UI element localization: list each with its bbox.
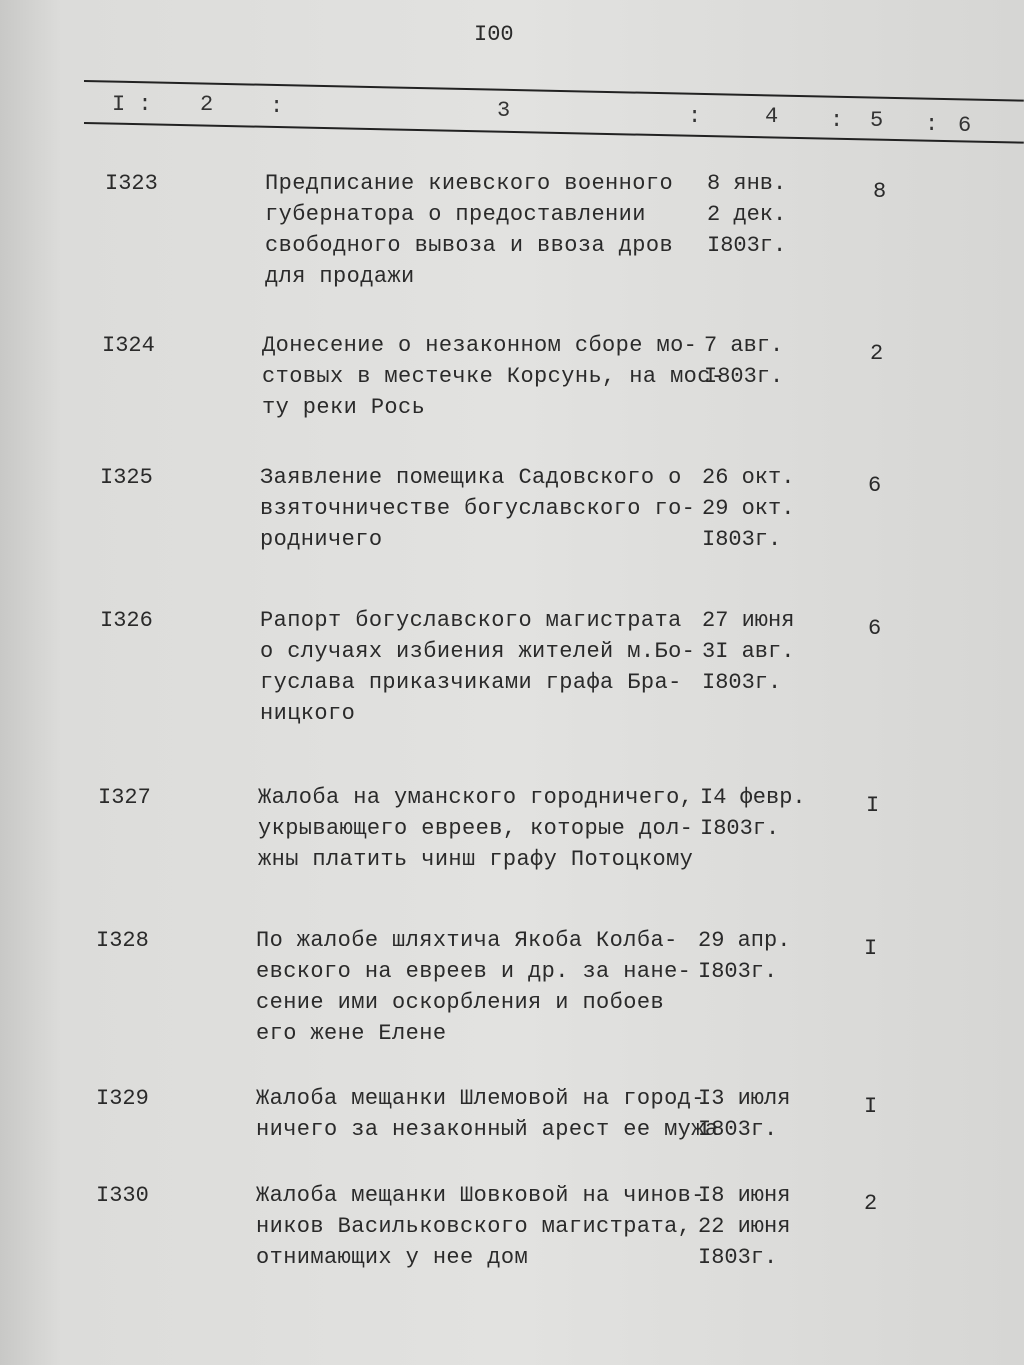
date-line: I3 июля: [698, 1086, 791, 1111]
case-number: I324: [102, 333, 155, 358]
date-line: 7 авг.: [704, 333, 784, 358]
description-line: свободного вывоза и ввоза дров: [265, 233, 674, 258]
description-line: гуслава приказчиками графа Бра-: [260, 670, 682, 695]
date-line: 29 апр.: [698, 928, 791, 953]
date-line: 2 дек.: [707, 202, 787, 227]
col-sep: :: [688, 104, 702, 129]
date-line: 8 янв.: [707, 171, 787, 196]
description-line: губернатора о предоставлении: [265, 202, 646, 227]
description-line: Рапорт богуславского магистрата: [260, 608, 682, 633]
description-line: укрывающего евреев, которые дол-: [258, 816, 694, 841]
date-line: I803г.: [698, 1245, 778, 1270]
date-line: I803г.: [700, 816, 780, 841]
sheet-count: 2: [870, 341, 884, 366]
case-number: I327: [98, 785, 151, 810]
date-line: I803г.: [698, 959, 778, 984]
table-top-rule: [84, 80, 1024, 102]
sheet-count: I: [864, 936, 878, 961]
case-number: I329: [96, 1086, 149, 1111]
description-line: Жалоба мещанки Шовковой на чинов-: [256, 1183, 705, 1208]
description-line: Заявление помещика Садовского о: [260, 465, 682, 490]
date-line: I803г.: [707, 233, 787, 258]
col-header-1: I :: [112, 92, 152, 117]
sheet-count: 2: [864, 1191, 878, 1216]
description-line: ту реки Рось: [262, 395, 426, 420]
description-line: жны платить чинш графу Потоцкому: [258, 847, 694, 872]
description-line: для продажи: [265, 264, 415, 289]
case-description: [256, 1083, 718, 1145]
description-line: ничего за незаконный арест ее мужа: [256, 1117, 719, 1142]
description-line: ников Васильковского магистрата,: [256, 1214, 692, 1239]
description-line: евского на евреев и др. за нане-: [256, 959, 692, 984]
description-line: взяточничестве богуславского го-: [260, 496, 696, 521]
description-line: его жене Елене: [256, 1021, 447, 1046]
sheet-count: 8: [873, 179, 887, 204]
case-description: [265, 168, 673, 292]
case-dates: [702, 605, 794, 698]
description-line: отнимающих у нее дом: [256, 1245, 529, 1270]
case-description: [262, 330, 724, 423]
case-dates: [702, 462, 794, 555]
date-line: 26 окт.: [702, 465, 795, 490]
page-number: I00: [474, 22, 514, 47]
case-number: I323: [105, 171, 158, 196]
case-dates: [707, 168, 786, 261]
date-line: I4 февр.: [700, 785, 806, 810]
col-header-3: 3: [497, 98, 511, 123]
description-line: стовых в местечке Корсунь, на мос-: [262, 364, 725, 389]
case-dates: [698, 1180, 790, 1273]
col-header-6: 6: [958, 113, 972, 138]
description-line: сение ими оскорбления и побоев: [256, 990, 665, 1015]
date-line: I8 июня: [698, 1183, 791, 1208]
sheet-count: I: [864, 1094, 878, 1119]
case-number: I328: [96, 928, 149, 953]
description-line: Донесение о незаконном сборе мо-: [262, 333, 698, 358]
description-line: По жалобе шляхтича Якоба Колба-: [256, 928, 678, 953]
date-line: I803г.: [702, 670, 782, 695]
description-line: родничего: [260, 527, 383, 552]
case-description: [256, 925, 691, 1049]
date-line: 29 окт.: [702, 496, 795, 521]
case-description: [260, 605, 695, 729]
col-sep: :: [925, 112, 939, 137]
date-line: 22 июня: [698, 1214, 791, 1239]
case-dates: [698, 1083, 790, 1145]
case-description: [258, 782, 693, 875]
case-description: [260, 462, 695, 555]
col-header-5: 5: [870, 108, 884, 133]
sheet-count: 6: [868, 473, 882, 498]
case-dates: [704, 330, 783, 392]
col-header-4: 4: [765, 104, 779, 129]
col-sep: :: [270, 94, 284, 119]
date-line: I803г.: [704, 364, 784, 389]
case-number: I325: [100, 465, 153, 490]
description-line: Жалоба мещанки Шлемовой на город-: [256, 1086, 705, 1111]
date-line: I803г.: [698, 1117, 778, 1142]
sheet-count: I: [866, 793, 880, 818]
case-dates: [698, 925, 790, 987]
date-line: I803г.: [702, 527, 782, 552]
description-line: о случаях избиения жителей м.Бо-: [260, 639, 696, 664]
col-header-2: 2: [200, 92, 214, 117]
case-number: I326: [100, 608, 153, 633]
case-dates: [700, 782, 806, 844]
sheet-count: 6: [868, 616, 882, 641]
description-line: Жалоба на уманского городничего,: [258, 785, 694, 810]
case-description: [256, 1180, 705, 1273]
description-line: ницкого: [260, 701, 356, 726]
description-line: Предписание киевского военного: [265, 171, 674, 196]
date-line: 3I авг.: [702, 639, 795, 664]
col-sep: :: [830, 108, 844, 133]
date-line: 27 июня: [702, 608, 795, 633]
case-number: I330: [96, 1183, 149, 1208]
